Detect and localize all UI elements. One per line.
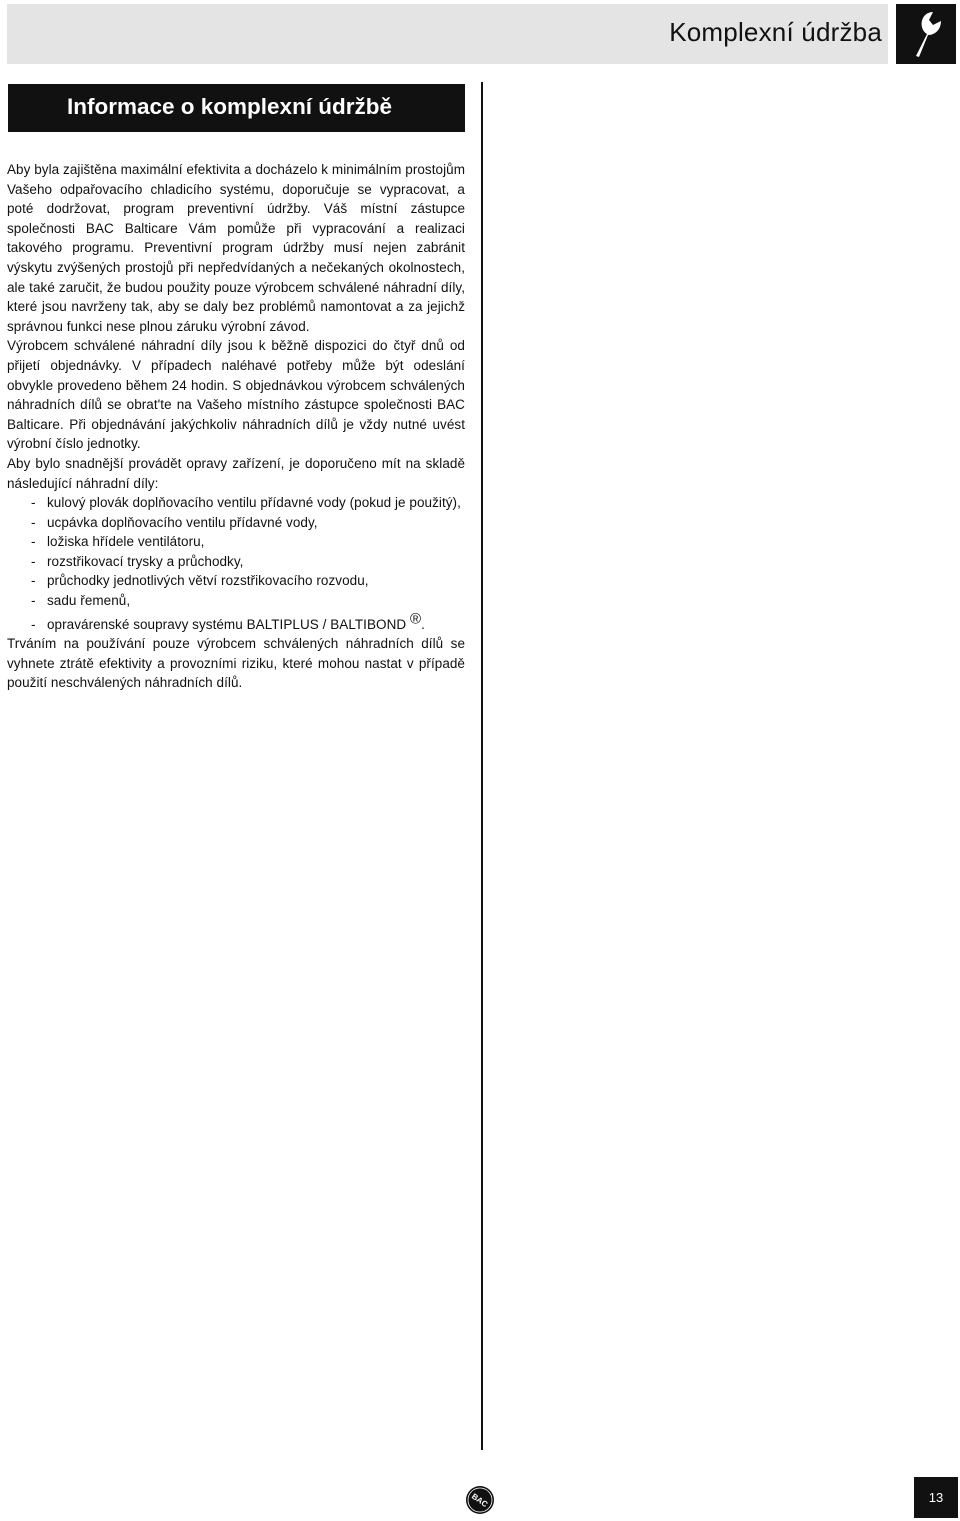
bac-logo-text: BAC: [470, 1491, 490, 1510]
section-heading: [8, 84, 465, 132]
list-dash: -: [31, 534, 36, 550]
paragraph: Aby byla zajištěna maximální efektivita a docházelo k minimálním prostojům Vašeho odpařovacího chladicího systému, doporučuje se vypracovat, a poté dodržovat, program preventivní údržby. Váš místní zástupce společnosti BAC Balticare Vám pomůže při vypracování a realizaci takového programu. Preventivní program údržby musí nejen zabránit výskytu zvýšených prostojů při nepředvídaných a nečekaných okolnostech, ale také zaručit, že budou použity pouze výrobcem schválené náhradní díly, které jsou navrženy tak, aby se daly bez problémů namontovat a za jejichž správnou funkci nese plnou záruku výrobní závod.: [7, 162, 465, 334]
column-divider: [481, 82, 483, 1450]
list-item: [7, 552, 465, 572]
list-dash: -: [31, 495, 36, 511]
list-item-text: rozstřikovací trysky a průchodky,: [47, 553, 244, 569]
list-dash: -: [31, 514, 36, 530]
list-dash: -: [31, 553, 36, 569]
list-item-text: průchodky jednotlivých větví rozstřikovacího rozvodu,: [47, 573, 369, 589]
bac-logo: [465, 1485, 495, 1515]
paragraph: Trváním na používání pouze výrobcem schválených náhradních dílů se vyhnete ztrátě efektivity a provozními riziku, které mohou nastat v případě použití neschválených náhradních dílů.: [7, 636, 465, 691]
list-item: [7, 591, 465, 611]
list-item: [7, 571, 465, 591]
paragraph: Výrobcem schválené náhradní díly jsou k běžně dispozici do čtyř dnů od přijetí objednávky. V případech naléhavé potřeby může být odeslání obvykle provedeno během 24 hodin. S objednávkou výrobcem schválených náhradních dílů se obrat'te na Vašeho místního zástupce společnosti BAC Balticare. Při objednávání jakýchkoliv náhradních dílů je vždy nutné uvést výrobní číslo jednotky.: [7, 338, 465, 452]
list-item-text: kulový plovák doplňovacího ventilu přídavné vody (pokud je použitý),: [47, 495, 461, 511]
list-item-end: .: [421, 616, 425, 632]
list-dash: -: [31, 616, 36, 632]
paragraph: Aby bylo snadnější provádět opravy zařízení, je doporučeno mít na skladě následující náhradní díly:: [7, 455, 465, 491]
list-item: [7, 610, 465, 635]
section-heading-text: Informace o komplexní údržbě: [67, 94, 393, 119]
list-item-text: ložiska hřídele ventilátoru,: [47, 534, 205, 550]
registered-mark: ®: [410, 610, 422, 628]
wrench-icon: [896, 4, 956, 64]
spare-parts-list: [7, 493, 465, 634]
header-title: Komplexní údržba: [669, 17, 882, 47]
header-bar: [7, 4, 888, 64]
page-number: 13: [914, 1477, 958, 1518]
list-item-text: ucpávka doplňovacího ventilu přídavné vody,: [47, 514, 318, 530]
list-item: [7, 532, 465, 552]
list-item: [7, 513, 465, 533]
list-dash: -: [31, 593, 36, 609]
list-item: [7, 493, 465, 513]
body-text: [7, 160, 465, 693]
list-item-text: opravárenské soupravy systému BALTIPLUS / BALTIBOND: [47, 616, 407, 632]
list-dash: -: [31, 573, 36, 589]
list-item-text: sadu řemenů,: [47, 593, 131, 609]
